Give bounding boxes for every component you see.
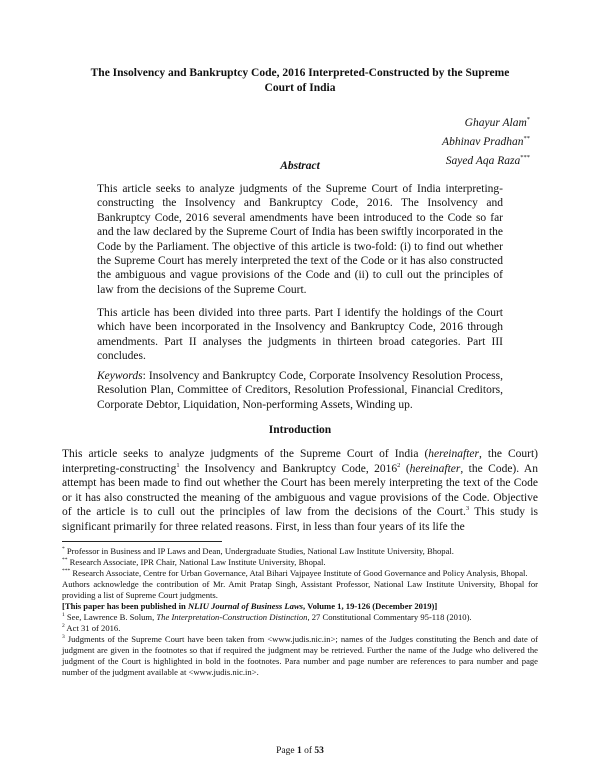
keywords-label: Keywords: [97, 370, 143, 382]
footnote-text: Research Associate, IPR Chair, National Law Institute University, Bhopal.: [67, 557, 326, 567]
footnote-ref[interactable]: 2: [397, 461, 401, 469]
footnote-text: Act 31 of 2016.: [64, 623, 121, 633]
page-of: of: [304, 746, 312, 756]
intro-text: This study is significant primarily for three related reasons. First, in less than four years of its life the: [62, 506, 538, 533]
footnote-author-2: [62, 557, 538, 568]
page-number: [0, 746, 600, 756]
author-name: Sayed Aqa Raza: [445, 154, 521, 167]
author: [442, 131, 530, 150]
footnote-mark: *: [62, 546, 65, 553]
intro-italic: hereinafter: [409, 462, 461, 475]
intro-text: (: [400, 462, 410, 475]
introduction-paragraph: [62, 447, 538, 535]
footnote-mark: ***: [62, 568, 71, 575]
total-pages: 53: [314, 746, 324, 756]
footnote-acknowledgement: Authors acknowledge the contribution of Mr. Amit Pratap Singh, Assistant Professor, National Law Institute University, Bhopal for providing a list of Supreme Court judgments.: [62, 579, 538, 600]
footnote-ref[interactable]: 1: [176, 461, 180, 469]
footnote-text: Professor in Business and IP Laws and Dean, Undergraduate Studies, National Law Institute University, Bhopal.: [64, 546, 454, 556]
footnotes: [62, 546, 538, 678]
intro-text: This article seeks to analyze judgments of the Supreme Court of India (: [62, 448, 429, 460]
footnote-1: [62, 612, 538, 623]
author-mark: ***: [520, 153, 530, 161]
footnote-mark: **: [62, 557, 68, 564]
footnote-mark: 2: [62, 623, 65, 630]
abstract-paragraph: This article seeks to analyze judgments of the Supreme Court of India interpreting-constructing the Insolvency and Bankruptcy Code, 2016. The Insolvency and Bankruptcy Code, 2016 several amendments have been introduced to the Code so far and the law declared by the Supreme Court of India has been swiftly incorporated in the Code by the Parliament. The objective of this article is two-fold: (i) to find out whether the Supreme Court has merely interpreted the text of the Code or it has also constructed the ambiguous and vague provisions of the Code and (ii) to cull out the principles of law from the decisions of the Supreme Court.: [97, 183, 503, 296]
footnote-mark: 1: [62, 612, 65, 619]
author-name: Ghayur Alam: [464, 116, 527, 129]
intro-text: , the Code). An attempt has been made to find out whether the Court has been merely interpreting the text of the Code or it has also constructed the meaning of the ambiguous and vague provisions of the Code. Objective of the article is to cull out the principles of law from the decisions of the Court.: [62, 462, 538, 519]
author-name: Abhinav Pradhan: [442, 135, 524, 148]
author-mark: **: [523, 134, 530, 142]
journal-name: NLIU Journal of Business Laws: [187, 601, 304, 611]
current-page: 1: [296, 746, 302, 756]
intro-text: , the Court) interpreting-constructing: [62, 448, 539, 475]
intro-text: the Insolvency and Bankruptcy Code, 2016: [179, 462, 398, 475]
publication-text: [This paper has been published in: [62, 601, 188, 611]
footnote-text: , 27 Constitutional Commentary 95-118 (2010).: [307, 612, 472, 622]
author-mark: *: [526, 116, 530, 123]
footnote-divider: [62, 541, 222, 542]
intro-italic: hereinafter: [428, 448, 479, 460]
publication-text: , Volume 1, 19-126 (December 2019)]: [303, 601, 438, 611]
footnote-3: [62, 634, 538, 678]
footnote-ref[interactable]: 3: [465, 505, 470, 513]
page-label: Page: [276, 746, 295, 756]
abstract-heading: Abstract: [280, 160, 320, 172]
keywords-list: Insolvency and Bankruptcy Code, Corporate Insolvency Resolution Process, Resolution Plan, Committee of Creditors, Resolution Professional, Financial Creditors, Corporate Debtor, Liquidation, Non-performing Assets, Winding up.: [97, 370, 503, 411]
author: [442, 112, 530, 131]
paper-title: The Insolvency and Bankruptcy Code, 2016 Interpreted-Constructed by the Supreme Court of India: [90, 67, 510, 94]
keywords-paragraph: Keywords: Insolvency and Bankruptcy Code, Corporate Insolvency Resolution Process, Resolution Plan, Committee of Creditors, Resolution Professional, Financial Creditors, Corporate Debtor, Liquidation, Non-performing Assets, Winding up.: [97, 370, 503, 411]
footnote-mark: 3: [62, 634, 65, 641]
footnote-text: Research Associate, Centre for Urban Governance, Atal Bihari Vajpayee Institute of Good Governance and Policy Analysis, Bhopal.: [70, 568, 528, 578]
footnote-text: Judgments of the Supreme Court have been taken from <www.judis.nic.in>; names of the Judges constituting the Bench and date of judgment are given in the footnotes so that if required the judgment may be retrieved. Further the name of the Judge who delivered the judgment of the Court is highlighted in bold in the footnotes. Para number and page number are references to para number and page number of the judgment available at <www.judis.nic.in>.: [62, 634, 538, 677]
abstract-paragraph: This article has been divided into three parts. Part I identify the holdings of the Court which have been incorporated in the Insolvency and Bankruptcy Code, 2016 through amendments. Part II analyses the judgments in thirteen broad categories. Part III concludes.: [97, 307, 503, 363]
publication-note: [62, 601, 538, 612]
footnote-text: See, Lawrence B. Solum,: [64, 612, 157, 622]
footnote-2: [62, 623, 538, 634]
footnote-author-1: [62, 546, 538, 557]
introduction-heading: Introduction: [268, 424, 332, 436]
footnote-italic: The Interpretation-Construction Distinction: [156, 612, 308, 622]
footnote-author-3: [62, 568, 538, 579]
